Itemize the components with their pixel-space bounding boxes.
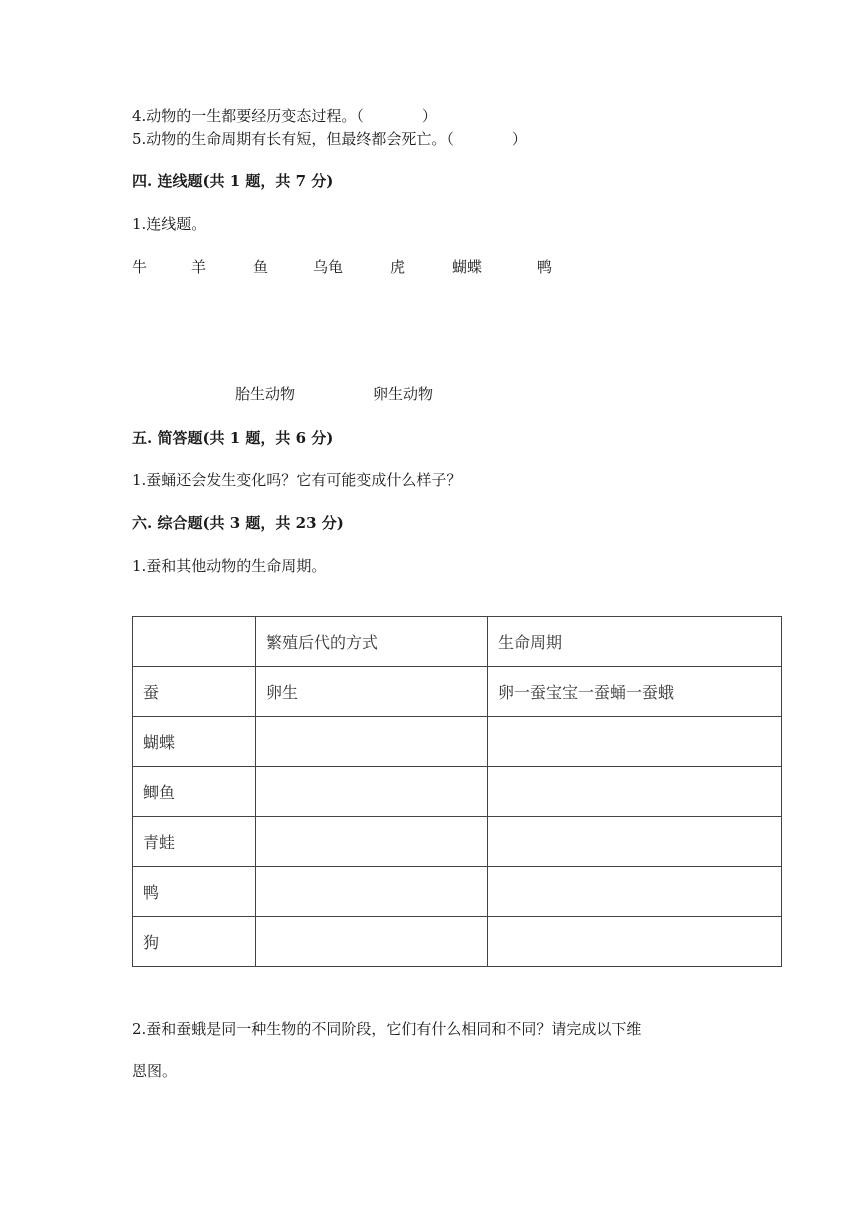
section-4-heading: 四. 连线题(共 1 题，共 7 分)	[132, 172, 334, 190]
table-cell-reproduction[interactable]	[256, 867, 488, 917]
table-header-cell: 生命周期	[488, 617, 782, 667]
table-header-cell: 繁殖后代的方式	[256, 617, 488, 667]
animal-turtle[interactable]: 乌龟	[313, 258, 344, 276]
animal-tiger[interactable]: 虎	[390, 258, 406, 276]
table-cell-animal: 蚕	[133, 667, 256, 717]
animal-sheep[interactable]: 羊	[191, 258, 207, 276]
animal-butterfly[interactable]: 蝴蝶	[452, 258, 483, 276]
section-6-question-2-line-1: 2.蚕和蚕蛾是同一种生物的不同阶段，它们有什么相同和不同？请完成以下维	[132, 1020, 642, 1038]
section-5-question-1: 1.蚕蛹还会发生变化吗？它有可能变成什么样子？	[132, 471, 462, 489]
table-cell-animal: 鸭	[133, 867, 256, 917]
table-row	[133, 717, 782, 767]
table-row	[133, 817, 782, 867]
table-cell-reproduction[interactable]	[256, 767, 488, 817]
table-row	[133, 917, 782, 967]
question-5-text: 5.动物的生命周期有长有短，但最终都会死亡。（	[132, 130, 454, 148]
section-4-question-1: 1.连线题。	[132, 215, 207, 233]
animal-duck[interactable]: 鸭	[537, 258, 553, 276]
table-cell-animal: 狗	[133, 917, 256, 967]
question-4-text: 4.动物的一生都要经历变态过程。（	[132, 107, 364, 125]
question-4	[132, 106, 437, 126]
table-cell-animal: 鲫鱼	[133, 767, 256, 817]
animal-fish[interactable]: 鱼	[253, 258, 269, 276]
table-cell-life-cycle[interactable]: 卵一蚕宝宝一蚕蛹一蚕蛾	[488, 667, 782, 717]
table-header-cell	[133, 617, 256, 667]
section-6-question-2-line-2: 恩图。	[132, 1062, 178, 1080]
category-viviparous[interactable]: 胎生动物	[235, 385, 296, 403]
section-6-question-1: 1.蚕和其他动物的生命周期。	[132, 557, 327, 575]
table-cell-reproduction[interactable]	[256, 917, 488, 967]
table-header-row	[133, 617, 782, 667]
question-5	[132, 129, 527, 149]
table-cell-life-cycle[interactable]	[488, 717, 782, 767]
category-oviparous[interactable]: 卵生动物	[373, 385, 434, 403]
section-5-heading: 五. 简答题(共 1 题，共 6 分)	[132, 429, 334, 447]
table-row	[133, 767, 782, 817]
table-cell-animal: 青蛙	[133, 817, 256, 867]
table-row	[133, 667, 782, 717]
question-4-close: ）	[421, 107, 437, 125]
animal-cow[interactable]: 牛	[132, 258, 148, 276]
table-cell-life-cycle[interactable]	[488, 817, 782, 867]
table-row	[133, 867, 782, 917]
life-cycle-table	[132, 616, 782, 967]
table-cell-life-cycle[interactable]	[488, 917, 782, 967]
table-cell-reproduction[interactable]	[256, 717, 488, 767]
section-6-heading: 六. 综合题(共 3 题，共 23 分)	[132, 514, 344, 532]
table-cell-life-cycle[interactable]	[488, 867, 782, 917]
table-cell-life-cycle[interactable]	[488, 767, 782, 817]
question-5-close: ）	[511, 130, 527, 148]
table-cell-animal: 蝴蝶	[133, 717, 256, 767]
table-cell-reproduction[interactable]: 卵生	[256, 667, 488, 717]
table-cell-reproduction[interactable]	[256, 817, 488, 867]
